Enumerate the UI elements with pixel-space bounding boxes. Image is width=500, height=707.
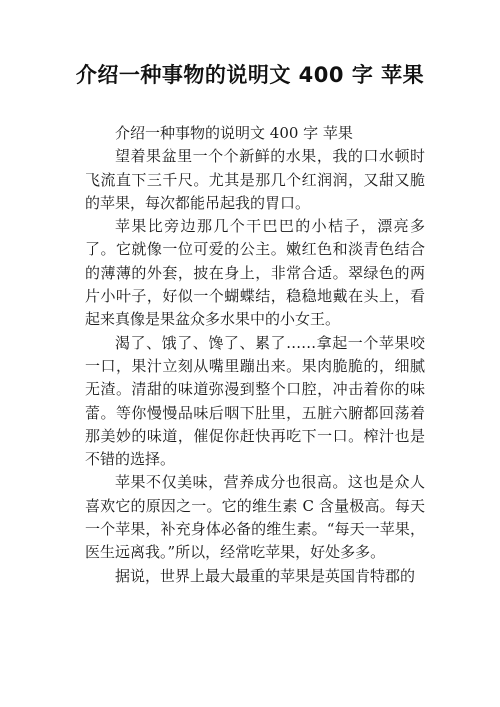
paragraph: 苹果不仅美味，营养成分也很高。这也是众人喜欢它的原因之一。它的维生素 C 含量极高。每天一个苹果，补充身体必备的维生素。“每天一苹果，医生远离我。”所以，经常吃苹果，好处多多。	[85, 473, 425, 562]
document-title: 介绍一种事物的说明文 400 字 苹果	[75, 63, 425, 87]
paragraph: 苹果比旁边那几个干巴巴的小桔子，漂亮多了。它就像一位可爱的公主。嫩红色和淡青色结合的薄薄的外套，披在身上，非常合适。翠绿色的两片小叶子，好似一个蝴蝶结，稳稳地戴在头上，看起来真像是果盆众多水果中的小女王。	[85, 217, 425, 329]
paragraph: 渴了、饿了、馋了、累了……拿起一个苹果咬一口，果汁立刻从嘴里蹦出来。果肉脆脆的，细腻无渣。清甜的味道弥漫到整个口腔，冲击着你的味蕾。等你慢慢品味后咽下肚里，五脏六腑都回荡着那美妙的味道，催促你赶快再吃下一口。榨汁也是不错的选择。	[85, 333, 425, 469]
paragraph: 据说，世界上最大最重的苹果是英国肯特郡的	[115, 566, 416, 585]
document-body	[85, 122, 425, 588]
paragraph: 介绍一种事物的说明文 400 字 苹果	[115, 124, 353, 142]
paragraph: 望着果盆里一个个新鲜的水果，我的口水顿时飞流直下三千尺。尤其是那几个红润润，又甜又脆的苹果，每次都能吊起我的胃口。	[85, 147, 425, 212]
